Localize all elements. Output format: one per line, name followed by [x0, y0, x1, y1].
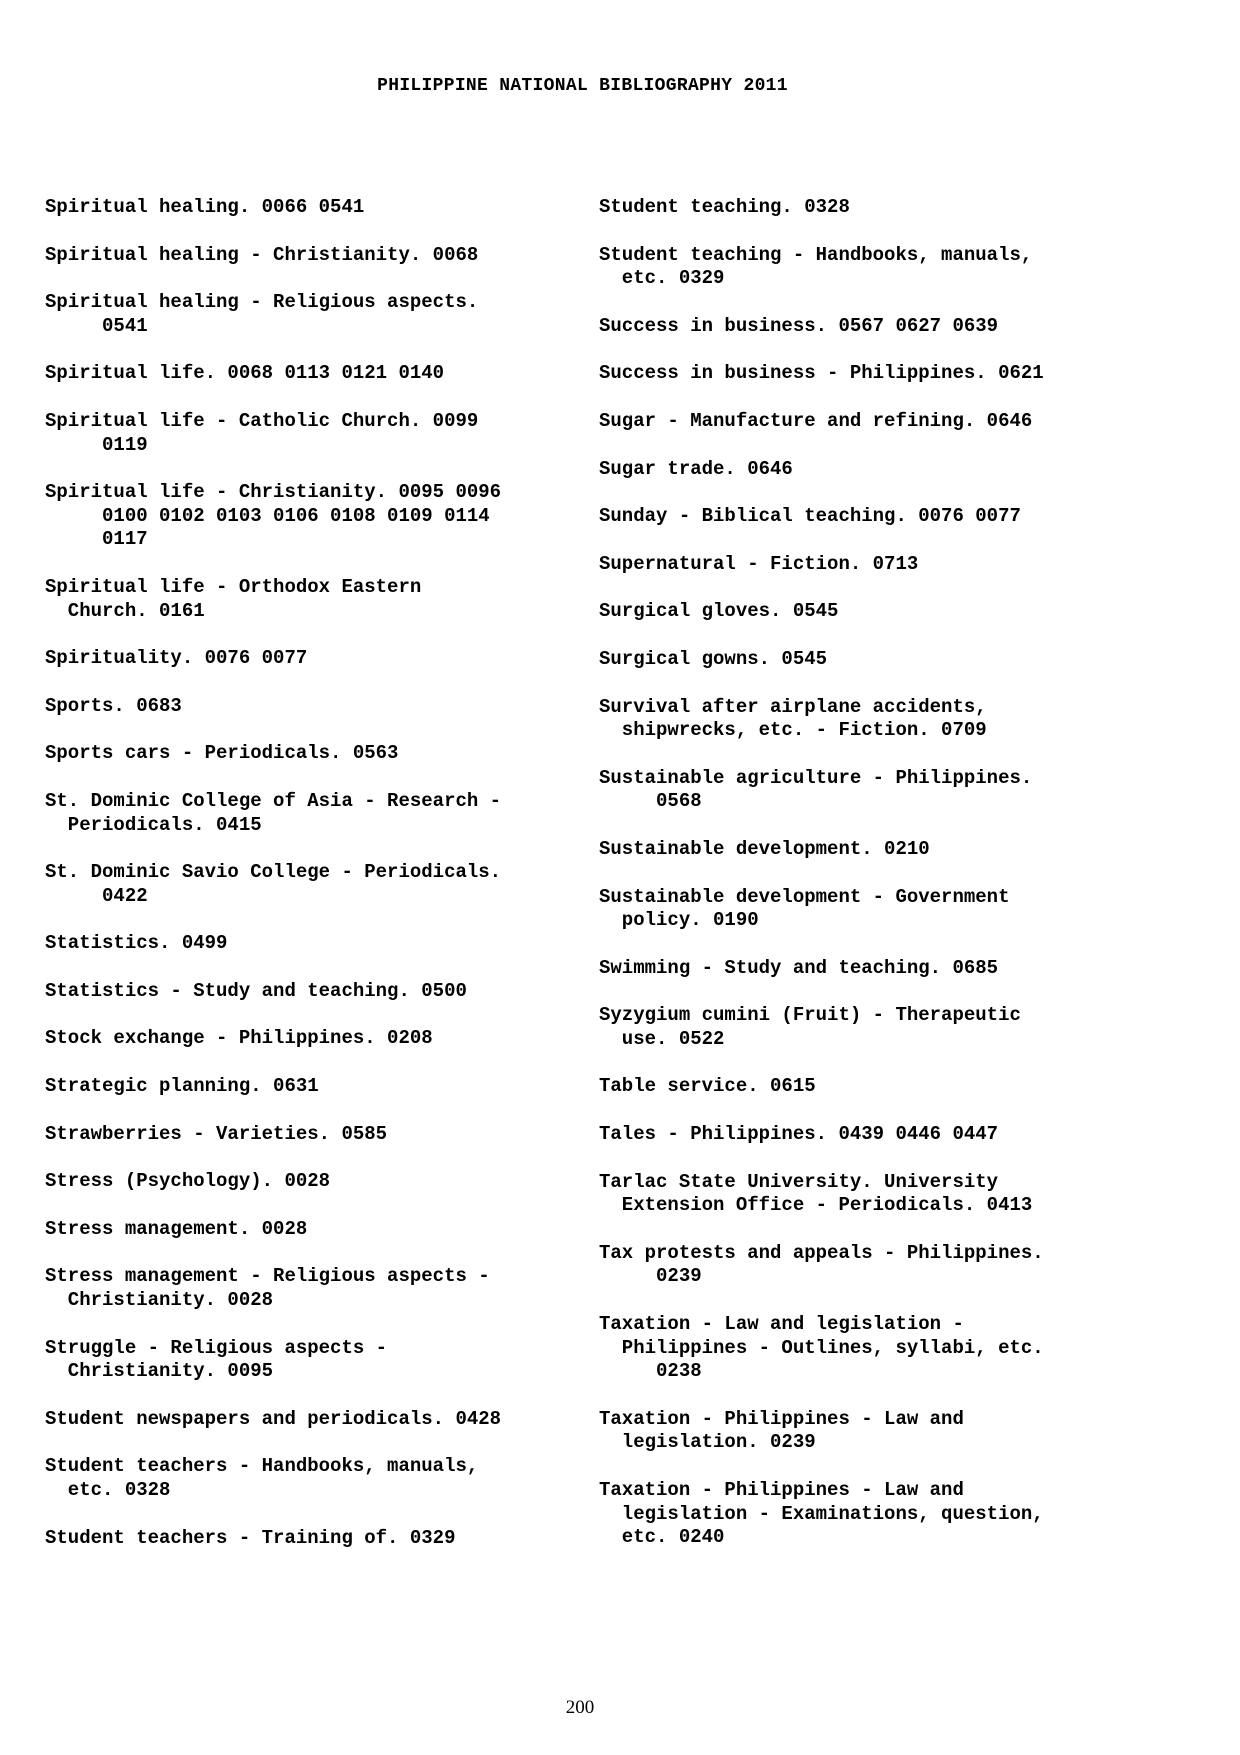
index-entry [599, 1123, 1159, 1147]
index-entry-line: 0422 [45, 884, 148, 907]
index-entry-line: Periodicals. 0415 [45, 813, 262, 836]
index-entry-line: Spirituality. 0076 0077 [45, 647, 308, 670]
index-entry-line: Spiritual life - Orthodox Eastern [45, 575, 422, 598]
index-entry-line: Church. 0161 [45, 599, 205, 622]
index-entry [599, 600, 1159, 624]
index-entry [599, 553, 1159, 577]
index-entry-line: Sugar trade. 0646 [599, 457, 793, 480]
index-entry-line: Taxation - Law and legislation - [599, 1313, 964, 1336]
index-entry [599, 957, 1159, 981]
index-entry [45, 196, 565, 220]
index-entry-line: 0239 [599, 1265, 702, 1288]
index-entry [599, 1313, 1159, 1384]
index-entry-line: etc. 0329 [599, 267, 725, 290]
index-entry-line: legislation - Examinations, question, [599, 1502, 1044, 1525]
index-entry [45, 861, 565, 908]
index-entry-line: Student teaching - Handbooks, manuals, [599, 243, 1033, 266]
index-entry-line: Swimming - Study and teaching. 0685 [599, 956, 999, 979]
index-entry-line: Surgical gowns. 0545 [599, 647, 828, 670]
index-entry-line: 0100 0102 0103 0106 0108 0109 0114 [45, 504, 490, 527]
index-entry-line: Extension Office - Periodicals. 0413 [599, 1194, 1033, 1217]
index-entry [599, 648, 1159, 672]
index-entry [45, 1337, 565, 1384]
index-entry-line: shipwrecks, etc. - Fiction. 0709 [599, 719, 987, 742]
index-entry [45, 1408, 565, 1432]
index-entry [599, 458, 1159, 482]
index-entry-line: Sports cars - Periodicals. 0563 [45, 742, 399, 765]
index-entry-line: Table service. 0615 [599, 1075, 816, 1098]
index-entry [599, 1242, 1159, 1289]
index-entry-line: Sustainable development. 0210 [599, 837, 930, 860]
index-entry [599, 244, 1159, 291]
index-entry-line: Taxation - Philippines - Law and [599, 1407, 964, 1430]
index-entry [45, 1123, 565, 1147]
index-entry [599, 886, 1159, 933]
index-entry [599, 505, 1159, 529]
index-entry-line: Surgical gloves. 0545 [599, 600, 839, 623]
index-entry-line: Student teaching. 0328 [599, 196, 850, 218]
index-entry-line: Statistics - Study and teaching. 0500 [45, 979, 467, 1002]
index-entry-line: Stress management - Religious aspects - [45, 1265, 490, 1288]
index-entry-line: Strawberries - Varieties. 0585 [45, 1122, 388, 1145]
index-entry [45, 362, 565, 386]
index-entry [599, 838, 1159, 862]
page-title: PHILIPPINE NATIONAL BIBLIOGRAPHY 2011 [377, 76, 788, 96]
index-entry-line: Tarlac State University. University [599, 1170, 999, 1193]
index-entry-line: Taxation - Philippines - Law and [599, 1479, 964, 1501]
index-entry-line: Sugar - Manufacture and refining. 0646 [599, 409, 1033, 432]
index-entry [45, 1527, 565, 1551]
index-entry-line: 0117 [45, 528, 148, 551]
index-entry [45, 1027, 565, 1051]
index-entry [599, 767, 1159, 814]
index-entry-line: Sustainable development - Government [599, 885, 1010, 908]
index-entry [45, 481, 565, 552]
index-entry-line: Student newspapers and periodicals. 0428 [45, 1407, 502, 1430]
index-entry [599, 696, 1159, 743]
index-entry-line: 0541 [45, 314, 148, 337]
index-entry-line: Spiritual life. 0068 0113 0121 0140 [45, 362, 445, 385]
index-entry-line: St. Dominic Savio College - Periodicals. [45, 861, 502, 884]
index-entry [45, 695, 565, 719]
index-entry [45, 980, 565, 1004]
index-entry [45, 244, 565, 268]
index-entry [45, 742, 565, 766]
index-entry-line: use. 0522 [599, 1027, 725, 1050]
page-number: 200 [565, 1697, 595, 1718]
index-entry-line: Spiritual healing - Religious aspects. [45, 291, 479, 314]
index-entry [599, 1171, 1159, 1218]
index-entry-line: Stress management. 0028 [45, 1217, 308, 1240]
index-entry [599, 315, 1159, 339]
index-entry-line: Spiritual life - Christianity. 0095 0096 [45, 481, 502, 504]
index-entry-line: Christianity. 0095 [45, 1360, 274, 1383]
index-entry-line: St. Dominic College of Asia - Research - [45, 789, 502, 812]
index-entry-line: Student teachers - Training of. 0329 [45, 1526, 456, 1549]
index-entry [45, 410, 565, 457]
index-entry-line: Survival after airplane accidents, [599, 695, 987, 718]
index-entry-line: Sports. 0683 [45, 694, 182, 717]
index-entry-line: Philippines - Outlines, syllabi, etc. [599, 1336, 1044, 1359]
index-entry-line: 0568 [599, 790, 702, 813]
index-entry-line: legislation. 0239 [599, 1431, 816, 1454]
index-entry [599, 1479, 1159, 1550]
index-entry-line: policy. 0190 [599, 909, 759, 932]
index-entry [45, 576, 565, 623]
index-entry-line: 0238 [599, 1360, 702, 1383]
index-entry-line: Statistics. 0499 [45, 932, 228, 955]
index-entry-line: Struggle - Religious aspects - [45, 1336, 388, 1359]
index-entry-line: Student teachers - Handbooks, manuals, [45, 1455, 479, 1478]
index-entry [45, 1455, 565, 1502]
index-entry-line: Supernatural - Fiction. 0713 [599, 552, 919, 575]
index-entry-line: Spiritual healing. 0066 0541 [45, 196, 365, 218]
index-entry-line: 0119 [45, 433, 148, 456]
index-entry-line: Tax protests and appeals - Philippines. [599, 1241, 1044, 1264]
index-entry-line: Tales - Philippines. 0439 0446 0447 [599, 1123, 999, 1146]
index-entry-line: Strategic planning. 0631 [45, 1075, 319, 1098]
index-entry [45, 1265, 565, 1312]
index-entry [45, 1170, 565, 1194]
index-entry-line: Syzygium cumini (Fruit) - Therapeutic [599, 1004, 1021, 1027]
index-entry-line: etc. 0328 [45, 1479, 171, 1501]
index-entry-line: Spiritual healing - Christianity. 0068 [45, 243, 479, 266]
index-entry [599, 410, 1159, 434]
index-entry [45, 291, 565, 338]
index-entry [599, 362, 1159, 386]
index-entry-line: Sunday - Biblical teaching. 0076 0077 [599, 505, 1021, 528]
index-entry-line: Stock exchange - Philippines. 0208 [45, 1027, 433, 1050]
index-entry [45, 1075, 565, 1099]
index-entry-line: Christianity. 0028 [45, 1289, 274, 1312]
index-entry [599, 1408, 1159, 1455]
index-entry-line: Success in business - Philippines. 0621 [599, 362, 1044, 385]
index-entry-line: Spiritual life - Catholic Church. 0099 [45, 409, 479, 432]
index-entry [599, 1004, 1159, 1051]
index-column-right [599, 196, 1159, 1574]
index-entry [45, 790, 565, 837]
index-entry [45, 647, 565, 671]
index-entry [599, 1075, 1159, 1099]
index-column-left [45, 196, 565, 1574]
index-entry-line: Success in business. 0567 0627 0639 [599, 314, 999, 337]
index-entry [45, 1218, 565, 1242]
index-entry-line: Stress (Psychology). 0028 [45, 1170, 331, 1193]
index-entry-line: etc. 0240 [599, 1526, 725, 1549]
index-entry-line: Sustainable agriculture - Philippines. [599, 766, 1033, 789]
index-entry [599, 196, 1159, 220]
index-entry [45, 932, 565, 956]
